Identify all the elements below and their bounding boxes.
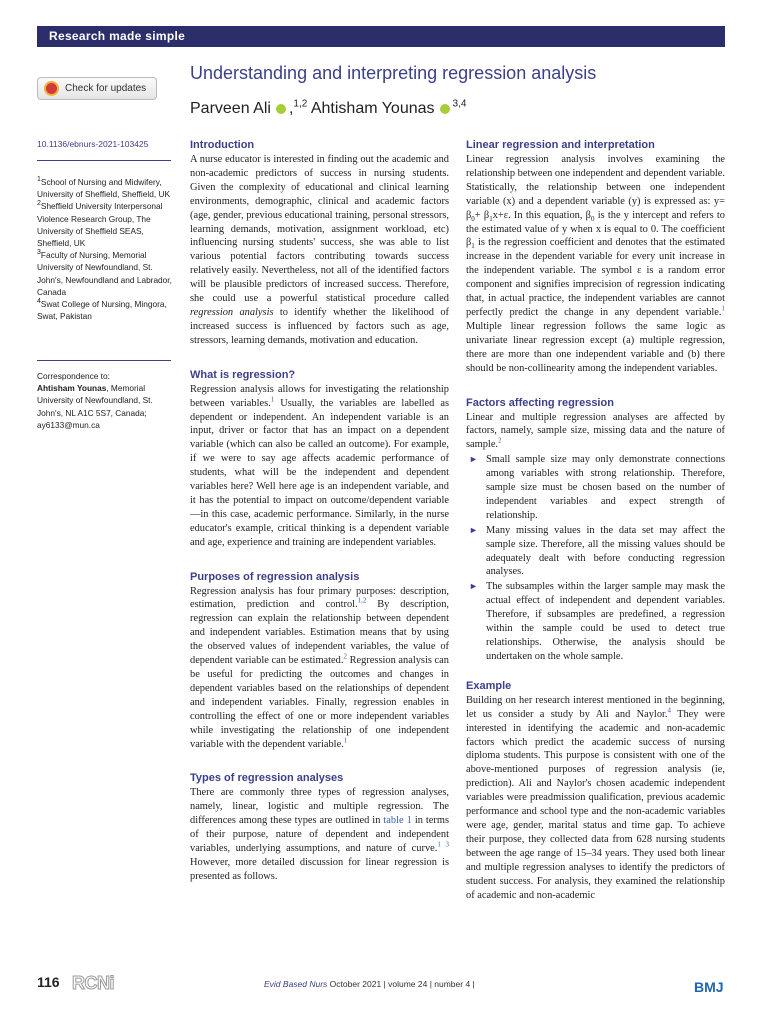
section-heading: Example (466, 679, 512, 692)
section-heading: Linear regression and interpretation (466, 139, 655, 151)
affiliation-item: $^2$Sheffield University Interpersonal Violence Research Group, The University of Sheffield SEAS, Sheffield, UK (37, 200, 163, 249)
bullet-list (466, 453, 725, 664)
bullet-arrow-icon: ► (469, 581, 478, 592)
section-heading: Introduction (190, 139, 255, 151)
correspondence (37, 370, 177, 431)
correspondence-details: Ahtisham Younas, Memorial University of Newfoundland, St. John's, NL A1C 5S7, Canada; ay6133@mun.ca (37, 383, 153, 430)
bullet-arrow-icon: ► (469, 454, 478, 465)
column-right (466, 138, 725, 902)
author-name: Parveen Ali (190, 100, 271, 117)
section-heading: Types of regression analyses (190, 772, 344, 785)
paragraph: Regression analysis allows for investigating the relationship between variables.$^1$ Usually, the variables are labelled as dependent or independent. An independent variable is an input, driver or factor that has an impact on a dependent variable (which can also be called an outcome). For example, if we were to say age affects academic performance of students, what will be the independent and dependent variables here? Well here age is an independent variable, and it has the potential to impact on outcome/dependent variable—in this case, academic performance. Similarly, in the nurse educator's example, critical thinking is a dependent variable and age, experience and training are independent variables. (190, 383, 449, 548)
orcid-icon[interactable] (440, 104, 450, 114)
bullet-arrow-icon: ► (469, 524, 478, 535)
section-banner: Research made simple (37, 26, 725, 47)
affiliation-item: $^1$School of Nursing and Midwifery, University of Sheffield, Sheffield, UK (37, 176, 170, 200)
paragraph: A nurse educator is interested in finding out the academic and non-academic predictors of success in nursing students. Given the complexity of educational and clinical learning environments, demographic, clinical and academic factors (age, gender, previous educational training, personal stressors, learning demands, motivation, assignment workload, etc) influencing nursing students' success, she was able to list various potential factors contributing towards success relatively easily. Nevertheless, not all of the identified factors will be plausible predictors of increased success. Therefore, she could use a powerful statistical procedure called regression analysis to identify whether the likelihood of increased success is influenced by factors such as age, stressors, learning demands, motivation and education. (190, 154, 449, 346)
article-title: Understanding and interpreting regression analysis (190, 63, 597, 83)
author-name: Ahtisham Younas (310, 100, 435, 117)
affiliation-item: $^4$Swat College of Nursing, Mingora, Swat, Pakistan (37, 298, 167, 322)
paragraph: Linear regression analysis involves examining the relationship between one independent and dependent variable. Statistically, the relationship between one independent variable (x) and a dependent variable (y) is expressed as: $y= \beta_0+ \beta_1x+\varepsilon$. In this equation, $\beta_0$ is the y intercept and refers to the estimated value of y when x is equal to 0. The coefficient $\beta_1$ is the regression coefficient and denotes that the estimated increase in the dependent variable for every unit increase in the independent variable. The symbol ε is a random error component and signifies imprecision of regression indicating that, in actual practice, the independent variables are cannot perfectly predict the change in any dependent variable.$^1$ Multiple linear regression follows the same logic as univariate linear regression except (a) multiple regression, there are more than one independent variable and (b) there should be non-collinearity among the independent variables. (466, 154, 725, 374)
author-affiliation-ref: 1,2 (293, 98, 308, 110)
reference-link[interactable]: 2 (343, 652, 347, 661)
divider (37, 360, 171, 361)
section-heading: What is regression? (190, 368, 296, 381)
affiliations (37, 176, 177, 322)
reference-link[interactable]: 1 (270, 395, 275, 404)
paragraph: Linear and multiple regression analyses are affected by factors, namely, sample size, missing data and the nature of sample.$^2$ (466, 411, 725, 451)
publisher-logo: RCNi (72, 973, 114, 993)
journal-citation: Evid Based Nurs October 2021 | volume 24 | number 4 | (264, 979, 475, 989)
reference-link[interactable]: 1 3 (437, 840, 450, 849)
bmj-logo: BMJ (694, 979, 724, 995)
reference-link[interactable]: 2 (498, 436, 502, 445)
correspondence-name: Ahtisham Younas (37, 383, 107, 394)
author-affiliation-ref: 3,4 (452, 98, 467, 110)
divider (37, 160, 171, 161)
list-item: ► The subsamples within the larger sample may mask the actual effect of independent and dependent variables. Therefore, if subsamples are predefined, a regression within the sample could be used to detect true relationships. Otherwise, the analysis should be undertaken on the whole sample. (469, 581, 725, 662)
doi-link[interactable]: 10.1136/ebnurs-2021-103425 (37, 139, 149, 149)
affiliation-item: $^3$Faculty of Nursing, Memorial University of Newfoundland, St. John's, Newfoundland and Labrador, Canada (37, 249, 172, 297)
table-link[interactable]: table 1 (383, 815, 412, 827)
section-heading: Purposes of regression analysis (190, 570, 360, 583)
check-for-updates-button[interactable] (37, 77, 157, 100)
paragraph: There are commonly three types of regression analyses, namely, linear, logistic and multiple regression. The differences among these types are outlined in table 1 in terms of their purpose, nature of dependent and independent variables, underlying assumptions, and nature of curve.$^{1 3}$ However, more detailed discussion for linear regression is presented as follows. (190, 787, 450, 882)
orcid-icon[interactable] (276, 104, 286, 114)
column-left (190, 138, 449, 884)
list-item: ► Many missing values in the data set may affect the sample size. Therefore, all the missing values should be adequately dealt with before conducting regression analyses. (469, 524, 725, 578)
reference-link[interactable]: 4 (667, 706, 671, 715)
reference-link[interactable]: 1 (721, 304, 725, 313)
section-heading: Factors affecting regression (466, 396, 614, 409)
author-list: Parveen Ali ,$^{1,2}$ Ahtisham Younas $^{3,4}$ (190, 98, 467, 117)
crossmark-icon (44, 81, 59, 96)
reference-link[interactable]: 1 (343, 736, 348, 745)
list-item: ► Small sample size may only demonstrate connections among variables with strong relationship. Therefore, sample size must be chosen based on the number of independent variables and expect strength of relationship. (469, 454, 725, 521)
paragraph: Building on her research interest mentioned in the beginning, let us consider a study by Ali and Naylor.$^4$ They were interested in identifying the academic and non-academic factors which predict the academic success of nursing diploma students. This purpose is consistent with one of the above-mentioned purposes of regression analysis (ie, prediction). Ali and Naylor's chosen academic independent variables were preadmission qualification, previous academic performance and school type and the non-academic variables were age, gender, marital status and time gap. To achieve their purpose, they collected data from 628 nursing students between the age range of 15–34 years. They used both linear and multiple regression analyses to identify the predictors of student success. For analysis, they examined the relationship of academic and non-academic (466, 694, 725, 901)
correspondence-label: Correspondence to: (37, 371, 110, 381)
check-for-updates-label: Check for updates (65, 83, 147, 94)
page-number: 116 (37, 974, 60, 990)
paragraph: Regression analysis has four primary purposes: description, estimation, prediction and control.$^{1,2}$ By description, regression can explain the relationship between dependent and independent variables. Estimation means that by using the observed values of independent variables, the value of dependent variable can be estimated.$^2$ Regression analysis can be useful for predicting the outcomes and changes in dependent variables based on the relationships of dependent and independent variables. Finally, regression enables in controlling the effect of one or more independent variables while investigating the relationship of one independent variable with the dependent variable.$^1$ (190, 585, 449, 750)
reference-link[interactable]: 1,2 (357, 597, 367, 605)
